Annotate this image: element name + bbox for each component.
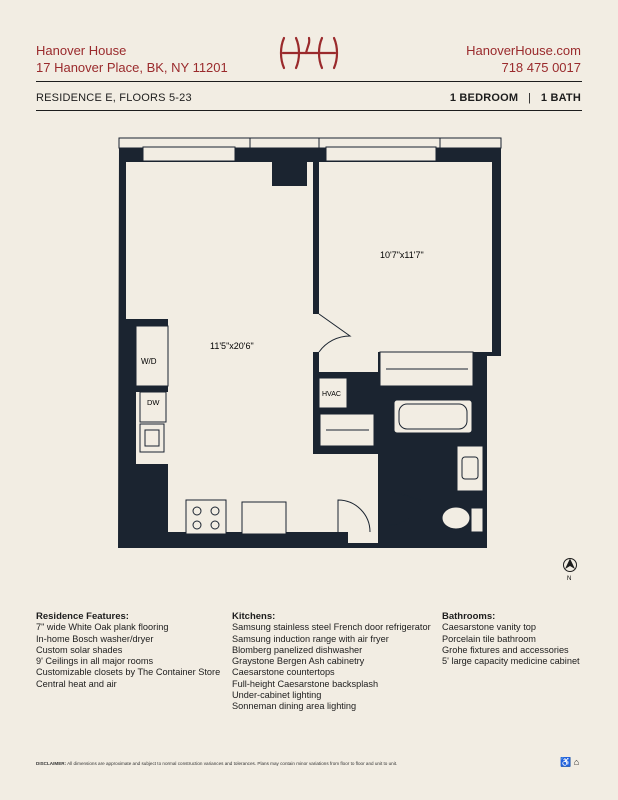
list-item: Under-cabinet lighting [232,690,322,701]
residence-features-heading: Residence Features: [36,611,129,622]
living-room-dimensions: 11'5"x20'6" [210,341,254,351]
list-item: Grohe fixtures and accessories [442,644,569,655]
exterior-wall [118,145,501,548]
label-dw: DW [147,398,160,407]
list-item: Full-height Caesarstone backsplash [232,678,379,689]
list-item: 5' large capacity medicine cabinet [442,656,580,667]
list-item: Blomberg panelized dishwasher [232,644,363,655]
bath-count: 1 BATH [540,92,581,104]
floor-plan [110,128,510,548]
kitchen-features [232,611,431,713]
compass-label: N [567,576,572,582]
disclaimer-text: All dimensions are approximate and subject to normal construction variances and tolerances. Plans may contain minor variations from floor to floor and unit to unit. [67,761,398,766]
list-item: Sonneman dining area lighting [232,701,357,712]
list-item: Custom solar shades [36,644,123,655]
disclaimer-label: DISCLAIMER: [36,761,67,766]
building-name: Hanover House [36,43,127,58]
list-item: Porcelain tile bathroom [442,633,536,644]
label-hvac: HVAC [322,391,341,398]
list-item: Samsung stainless steel French door refrigerator [232,622,431,633]
website-link[interactable]: HanoverHouse.com [466,43,581,58]
partition-wall [313,162,319,314]
list-item: Customizable closets by The Container Store [36,667,221,678]
building-info [36,42,228,76]
residence-title: RESIDENCE E, FLOORS 5-23 [36,92,192,104]
building-address: 17 Hanover Place, BK, NY 11201 [36,60,228,75]
list-item: In-home Bosch washer/dryer [36,633,154,644]
kitchen-features-heading: Kitchens: [232,611,276,622]
bedroom-count: 1 BEDROOM [449,92,519,104]
bathroom-features [442,611,580,667]
bedroom-dimensions: 10'7"x11'7" [380,250,424,260]
list-item: Caesarstone vanity top [442,622,536,633]
list-item: Samsung induction range with air fryer [232,633,389,644]
list-item: 9' Ceilings in all major rooms [36,656,154,667]
phone-number: 718 475 0017 [501,60,581,75]
list-item: Central heat and air [36,678,117,689]
summary-separator: | [528,92,532,104]
unit-summary [450,92,581,104]
label-wd: W/D [141,357,157,366]
residence-features [36,611,220,690]
disclaimer [36,761,397,766]
footer-icons [560,757,579,768]
subheader-divider [36,110,582,111]
list-item: Graystone Bergen Ash cabinetry [232,656,365,667]
equal-housing-icon: ⌂ [573,757,580,767]
logo-monogram-icon [270,35,348,71]
header-divider [36,81,582,82]
contact-info [466,42,581,76]
list-item: Caesarstone countertops [232,667,335,678]
accessibility-icon: ♿ [560,757,572,767]
bathroom-features-heading: Bathrooms: [442,611,496,622]
list-item: 7" wide White Oak plank flooring [36,622,169,633]
compass-icon [558,555,582,583]
